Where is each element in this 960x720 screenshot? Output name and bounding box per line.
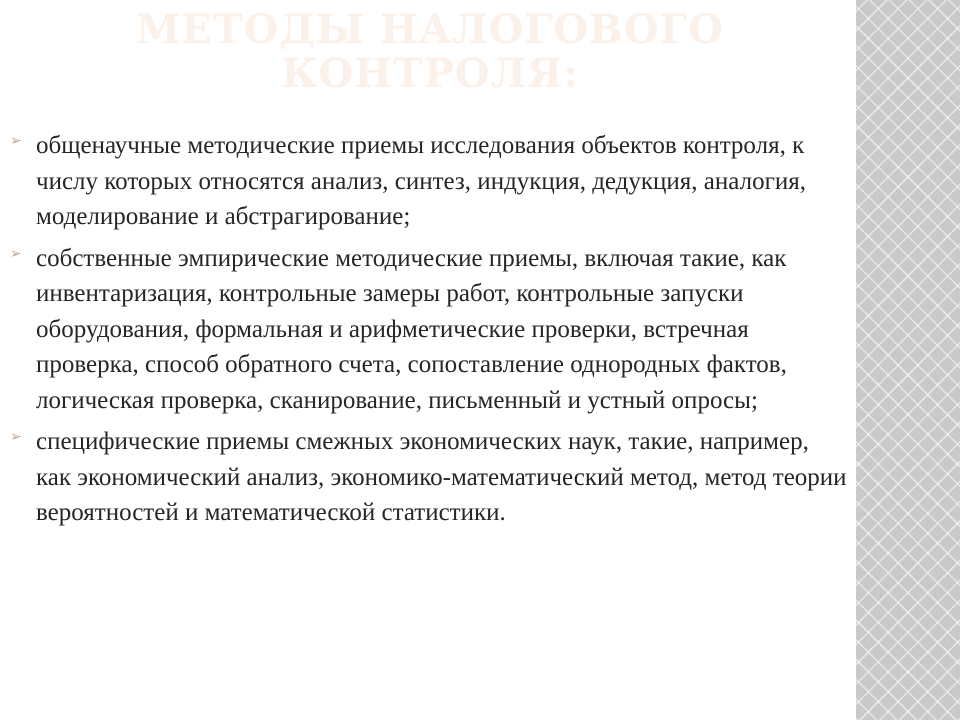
bullet-item-general-methods — [10, 128, 850, 235]
slide-title-line-2: КОНТРОЛЯ: — [280, 50, 580, 97]
decorative-side-pattern — [856, 0, 960, 720]
bullet-text: специфические приемы смежных экономических наук, такие, например, как экономический анализ, экономико-математический метод, метод теории вероятностей и математической статистики. — [36, 428, 847, 526]
bullet-list — [10, 128, 850, 537]
bullet-item-specific-methods — [10, 424, 850, 531]
slide-title — [60, 8, 800, 96]
arrow-bullet-icon: ➢ — [10, 245, 22, 262]
slide-title-line-1: МЕТОДЫ НАЛОГОВОГО — [135, 6, 725, 53]
arrow-bullet-icon: ➢ — [10, 133, 22, 149]
bullet-text: собственные эмпирические методические приемы, включая такие, как инвентаризация, контрольные замеры работ, контрольные запуски оборудования, формальная и арифметические проверки, встречная проверка, способ обратного счета, сопоставление однородных фактов, логическая проверка, сканирование, письменный и устный опросы; — [36, 244, 787, 414]
arrow-bullet-icon: ➢ — [10, 429, 22, 445]
bullet-item-empirical-methods — [10, 241, 850, 419]
bullet-text: общенаучные методические приемы исследования объектов контроля, к числу которых относятся анализ, синтез, индукция, дедукция, аналогия, моделирование и абстрагирование; — [36, 132, 806, 230]
